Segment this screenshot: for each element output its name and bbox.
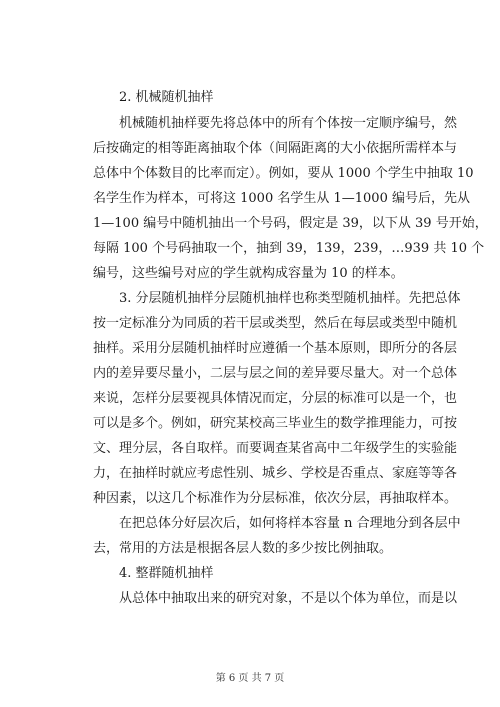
paragraph-line: 后按确定的相等距离抽取个体（间隔距离的大小依据所需样本与: [93, 141, 458, 156]
paragraph-line: 去，常用的方法是根据各层人数的多少按比例抽取。: [93, 541, 393, 556]
paragraph-line: 1—100 编号中随机抽出一个号码，假定是 39，以下从 39 号开始，: [93, 216, 488, 231]
paragraph-line: 3. 分层随机抽样分层随机抽样也称类型随机抽样。先把总体: [119, 291, 461, 306]
paragraph-line: 种因素，以这几个标准作为分层标准，依次分层，再抽取样本。: [93, 491, 458, 506]
heading-cluster-sampling: 4. 整群随机抽样: [119, 566, 214, 581]
paragraph-line: 抽样。采用分层随机抽样时应遵循一个基本原则，即所分的各层: [93, 341, 458, 356]
paragraph-line: 机械随机抽样要先将总体中的所有个体按一定顺序编号，然: [119, 116, 458, 131]
paragraph-line: 编号，这些编号对应的学生就构成容量为 10 的样本。: [93, 266, 404, 281]
paragraph-line: 按一定标准分为同质的若干层或类型，然后在每层或类型中随机: [93, 316, 458, 331]
paragraph-line: 总体中个体数目的比率而定）。例如，要从 1000 个学生中抽取 10: [93, 166, 474, 181]
paragraph-line: 从总体中抽取出来的研究对象，不是以个体为单位，而是以: [119, 591, 458, 606]
paragraph-line: 力，在抽样时就应考虑性别、城乡、学校是否重点、家庭等等各: [93, 466, 458, 481]
paragraph-line: 在把总体分好层次后，如何将样本容量 n 合理地分到各层中: [119, 516, 461, 531]
page-number-footer: 第 6 页 共 7 页: [215, 673, 285, 684]
paragraph-line: 每隔 100 个号码抽取一个，抽到 39，139，239，…939 共 10 个: [93, 241, 485, 256]
paragraph-line: 来说，怎样分层要视具体情况而定，分层的标准可以是一个，也: [93, 391, 458, 406]
paragraph-line: 可以是多个。例如，研究某校高三毕业生的数学推理能力，可按: [93, 416, 458, 431]
heading-systematic-sampling: 2. 机械随机抽样: [119, 90, 214, 105]
paragraph-line: 名学生作为样本，可将这 1000 名学生从 1—1000 编号后，先从: [93, 191, 470, 206]
paragraph-line: 文、理分层，各自取样。而要调查某省高中二年级学生的实验能: [93, 441, 458, 456]
paragraph-line: 内的差异要尽量小，二层与层之间的差异要尽量大。对一个总体: [93, 366, 458, 381]
